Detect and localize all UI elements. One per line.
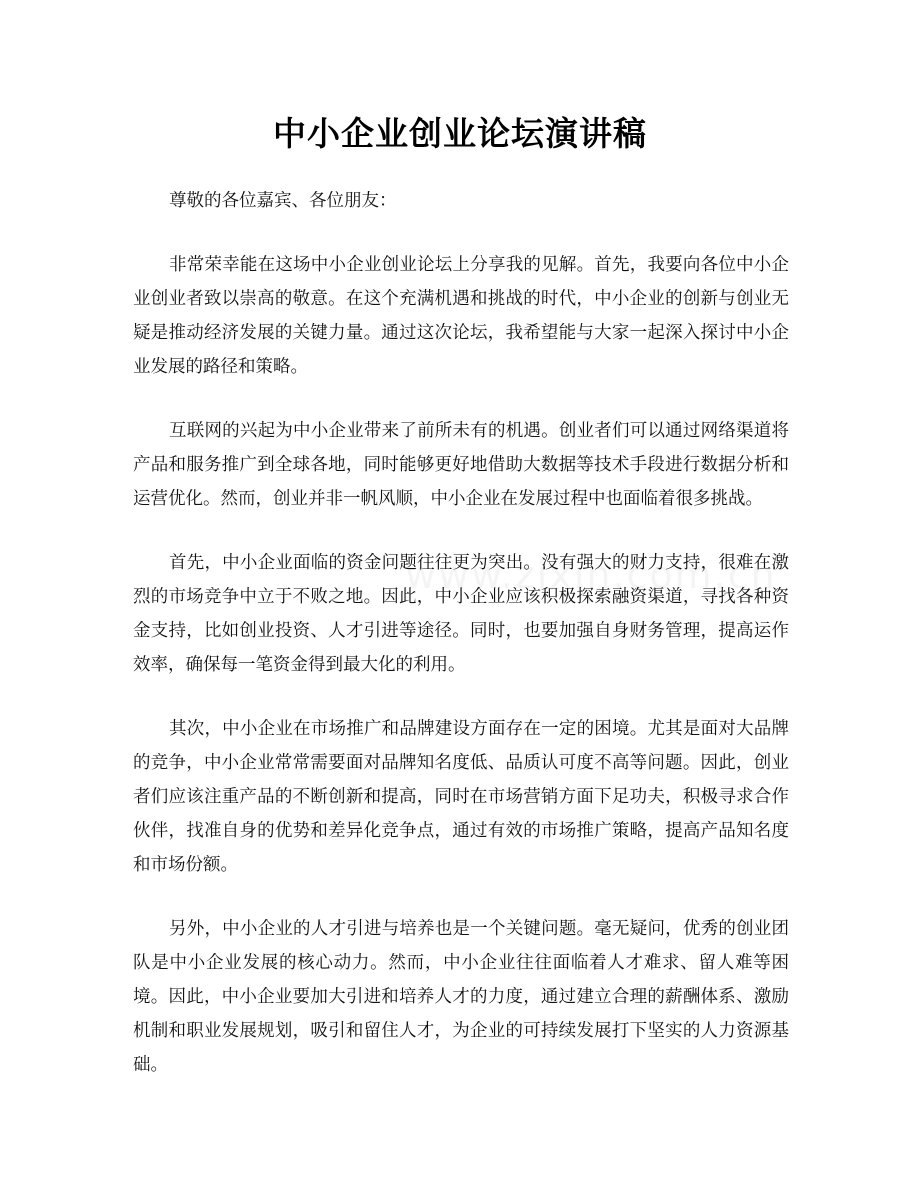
paragraph: 非常荣幸能在这场中小企业创业论坛上分享我的见解。首先，我要向各位中小企业创业者致以崇高的敬意。在这个充满机遇和挑战的时代，中小企业的创新与创业无疑是推动经济发展的关键力量。通过这次论坛，我希望能与大家一起深入探讨中小企业发展的路径和策略。	[133, 255, 789, 377]
paragraph: 其次，中小企业在市场推广和品牌建设方面存在一定的困境。尤其是面对大品牌的竞争，中小企业常常需要面对品牌知名度低、品质认可度不高等问题。因此，创业者们应该注重产品的不断创新和提高，同时在市场营销方面下足功夫，积极寻求合作伙伴，找准自身的优势和差异化竞争点，通过有效的市场推广策略，提高产品知名度和市场份额。	[133, 719, 789, 875]
paragraph: 另外，中小企业的人才引进与培养也是一个关键问题。毫无疑问，优秀的创业团队是中小企业发展的核心动力。然而，中小企业往往面临着人才难求、留人难等困境。因此，中小企业要加大引进和培养人才的力度，通过建立合理的薪酬体系、激励机制和职业发展规划，吸引和留住人才，为企业的可持续发展打下坚实的人力资源基础。	[133, 919, 789, 1075]
paragraph: 首先，中小企业面临的资金问题往往更为突出。没有强大的财力支持，很难在激烈的市场竞争中立于不败之地。因此，中小企业应该积极探索融资渠道，寻找各种资金支持，比如创业投资、人才引进等途径。同时，也要加强自身财务管理，提高运作效率，确保每一笔资金得到最大化的利用。	[133, 553, 789, 675]
paragraph: 互联网的兴起为中小企业带来了前所未有的机遇。创业者们可以通过网络渠道将产品和服务推广到全球各地，同时能够更好地借助大数据等技术手段进行数据分析和运营优化。然而，创业并非一帆风顺，中小企业在发展过程中也面临着很多挑战。	[133, 421, 789, 509]
document-title: 中小企业创业论坛演讲稿	[273, 114, 647, 153]
greeting: 尊敬的各位嘉宾、各位朋友：	[169, 191, 397, 211]
document-body	[133, 184, 789, 1112]
